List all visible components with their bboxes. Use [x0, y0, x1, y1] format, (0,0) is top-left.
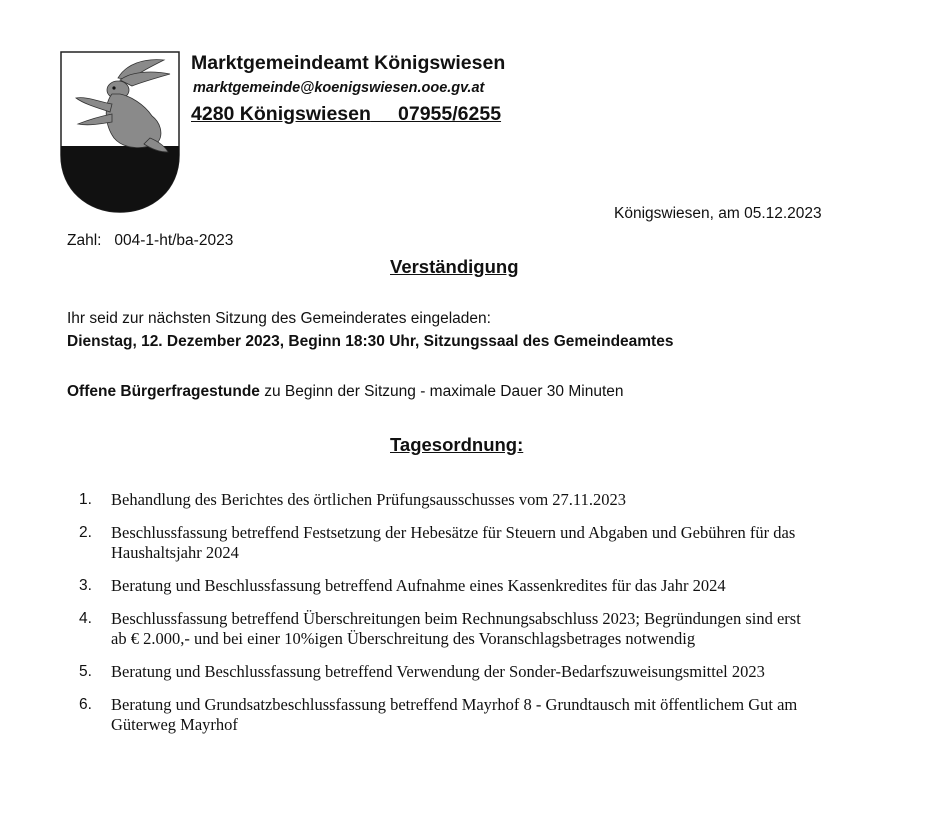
citizens-hour-desc: zu Beginn der Sitzung - maximale Dauer 30 Minuten [259, 383, 624, 400]
postal-address: 4280 Königswiesen [191, 103, 371, 125]
agenda-title: Tagesordnung: [390, 434, 524, 455]
agenda-item-number: 3. [79, 577, 92, 594]
agenda-item [72, 576, 812, 596]
reference-value: 004-1-ht/ba-2023 [114, 232, 234, 249]
agenda-item-number: 4. [79, 610, 92, 627]
agenda-item-number: 6. [79, 696, 92, 713]
intro-text: Ihr seid zur nächsten Sitzung des Gemeinderates eingeladen: [67, 310, 491, 327]
reference-label: Zahl: [67, 232, 102, 249]
organization-name: Marktgemeindeamt Königswiesen [191, 52, 506, 74]
agenda-item [72, 662, 812, 682]
organization-email: marktgemeinde@koenigswiesen.ooe.gv.at [193, 80, 485, 96]
agenda-item [72, 523, 812, 563]
organization-address-phone [191, 103, 501, 126]
agenda-item [72, 490, 812, 510]
agenda-list [72, 490, 812, 748]
agenda-item-number: 5. [79, 663, 92, 680]
citizens-hour-title: Offene Bürgerfragestunde [67, 383, 260, 400]
agenda-item-text: Beschlussfassung betreffend Festsetzung der Hebesätze für Steuern und Abgaben und Gebühren für das Haushaltsjahr 2024 [111, 523, 796, 562]
agenda-item-text: Beschlussfassung betreffend Überschreitungen beim Rechnungsabschluss 2023; Begründungen sind erst ab € 2.000,- und bei einer 10%igen Überschreitung des Voranschlagsbetrages notwendig [111, 609, 801, 648]
agenda-item-text: Beratung und Beschlussfassung betreffend Verwendung der Sonder-Bedarfszuweisungsmittel 2023 [111, 662, 765, 681]
reference-number [67, 232, 233, 250]
agenda-item-number: 2. [79, 524, 92, 541]
place-date: Königswiesen, am 05.12.2023 [614, 205, 822, 222]
agenda-item-text: Behandlung des Berichtes des örtlichen Prüfungsausschusses vom 27.11.2023 [111, 490, 626, 509]
agenda-item-text: Beratung und Beschlussfassung betreffend Aufnahme eines Kassenkredites für das Jahr 2024 [111, 576, 726, 595]
notice-title: Verständigung [390, 256, 519, 277]
agenda-item-text: Beratung und Grundsatzbeschlussfassung betreffend Mayrhof 8 - Grundtausch mit öffentlichem Gut am Güterweg Mayrhof [111, 695, 798, 734]
citizens-hour [67, 383, 624, 401]
agenda-item-number: 1. [79, 491, 92, 508]
agenda-item [72, 695, 812, 735]
agenda-item [72, 609, 812, 649]
phone-number: 07955/6255 [398, 103, 502, 125]
coat-of-arms-hare-icon [60, 50, 180, 214]
meeting-details: Dienstag, 12. Dezember 2023, Beginn 18:30 Uhr, Sitzungssaal des Gemeindeamtes [67, 333, 674, 350]
